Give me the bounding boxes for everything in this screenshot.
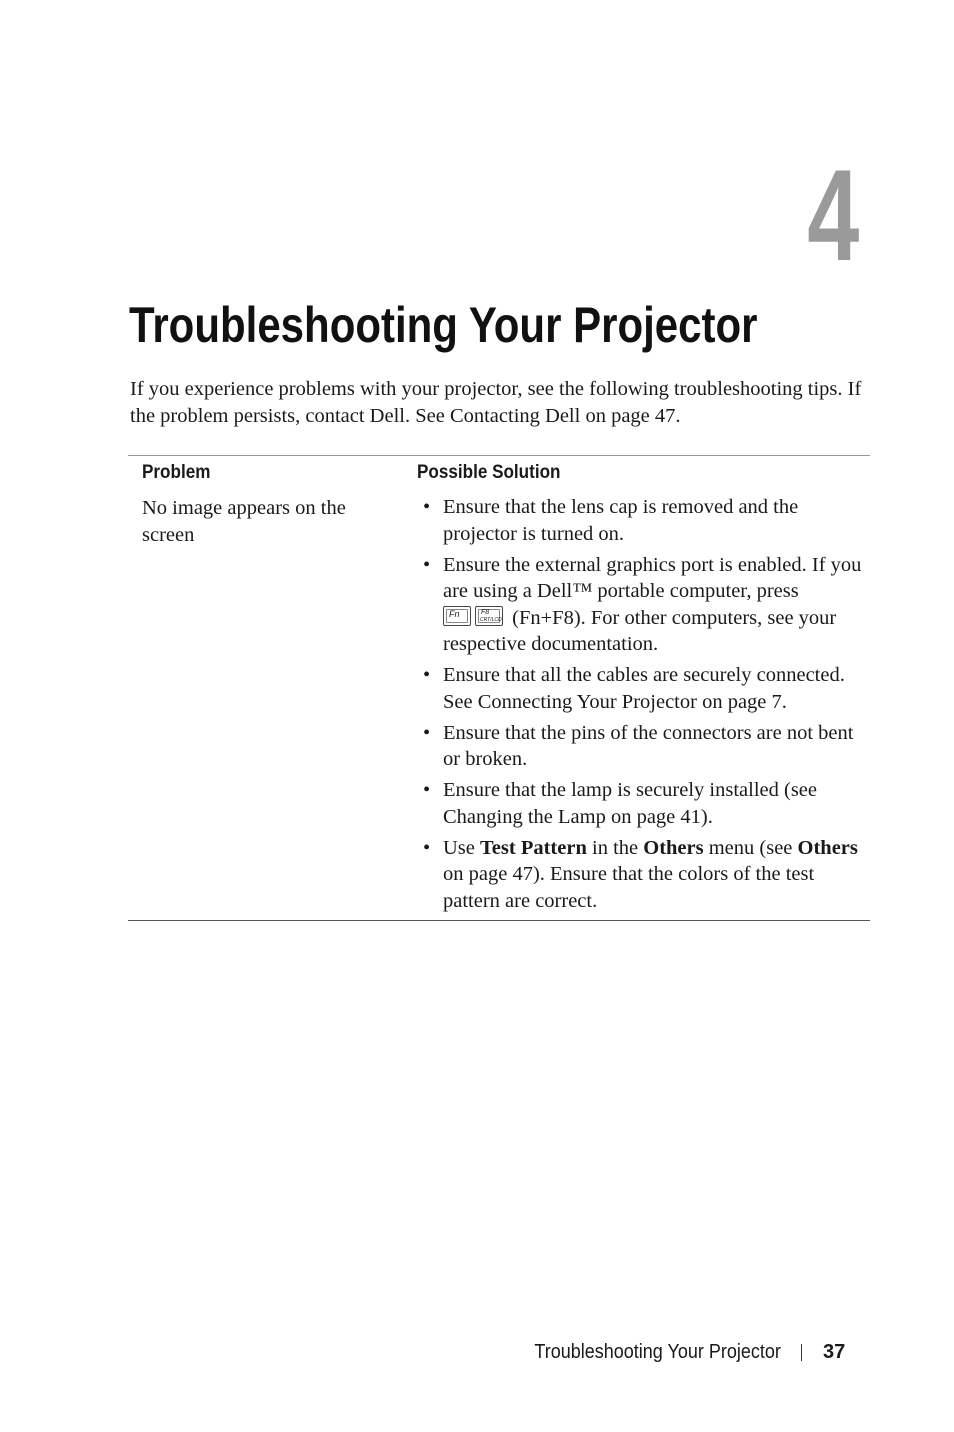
footer-separator [801, 1344, 802, 1361]
solution-text: Ensure that the lens cap is removed and the projector is turned on. [443, 496, 799, 545]
solution-item [423, 720, 870, 773]
header-possible-solution: Possible Solution [417, 462, 561, 483]
page-number: 37 [823, 1341, 846, 1363]
footer-title: Troubleshooting Your Projector [534, 1341, 781, 1363]
bullet-icon: • [423, 836, 431, 859]
intro-paragraph: If you experience problems with your projector, see the following troubleshooting tips. If the problem persists, contact Dell. See Contacting Dell on page 47. [130, 378, 862, 427]
solution-text: Ensure that all the cables are securely connected. See Connecting Your Projector on page 7. [443, 664, 845, 713]
bullet-icon: • [423, 664, 431, 686]
solution-text: Ensure the external graphics port is enabled. If you are using a Dell™ portable computer, press [443, 553, 862, 602]
others-term: Others [643, 836, 704, 859]
f8-key-sublabel: CRT/LCD [480, 616, 502, 623]
troubleshooting-table [128, 455, 870, 921]
bullet-icon: • [423, 721, 431, 744]
fn-key-icon [443, 606, 471, 626]
solution-text-in-the: in the [592, 836, 639, 859]
solution-text-use: Use [443, 836, 475, 859]
solution-item [423, 835, 870, 915]
solution-text: Ensure that the lamp is securely installed (see Changing the Lamp on page 41). [443, 779, 818, 828]
table-header [128, 456, 870, 494]
header-problem: Problem [142, 462, 211, 483]
test-pattern-term: Test Pattern [480, 836, 587, 859]
chapter-title: Troubleshooting Your Projector [129, 297, 758, 353]
solution-text: Ensure that the pins of the connectors are not bent or broken. [443, 721, 854, 770]
others-term-ref: Others [797, 836, 858, 859]
page-footer [0, 1338, 954, 1366]
table-row [128, 494, 870, 920]
bullet-icon: • [423, 779, 431, 801]
problem-cell: No image appears on the screen [142, 497, 346, 546]
fn-key-label: Fn [449, 608, 460, 619]
solution-item [423, 552, 870, 658]
f8-key-label: F8 [481, 608, 490, 616]
solution-list [128, 494, 870, 914]
solution-text: (Fn+F8). For other computers, see your respective documentation. [443, 606, 837, 655]
solution-item [423, 662, 870, 715]
f8-key-icon [475, 606, 503, 626]
solution-text-rest: on page 47). Ensure that the colors of the test pattern are correct. [443, 863, 815, 912]
bullet-icon: • [423, 496, 431, 518]
chapter-number: 4 [806, 142, 859, 288]
solution-item [423, 494, 870, 547]
solution-text-menu-see: menu (see [708, 836, 793, 859]
solution-item [423, 777, 870, 830]
bullet-icon: • [423, 553, 431, 576]
